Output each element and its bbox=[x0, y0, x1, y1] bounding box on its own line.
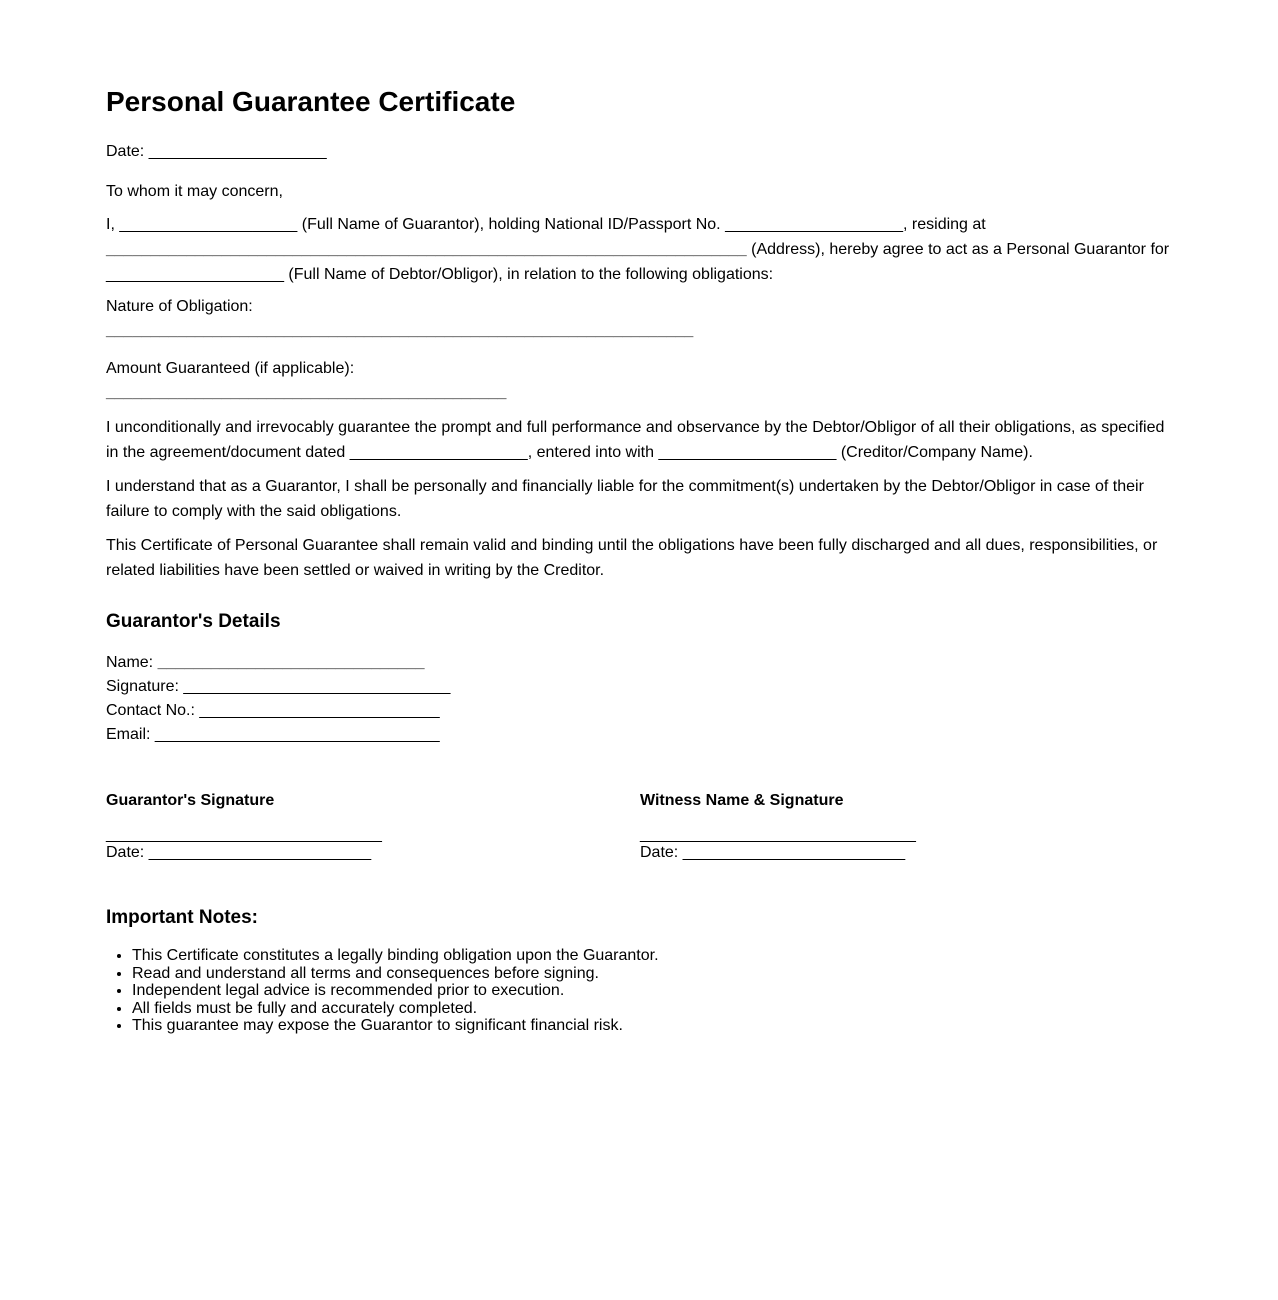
witness-signature-block bbox=[640, 792, 1174, 863]
date-blank: ____________________ bbox=[148, 143, 327, 160]
intro-paragraph bbox=[106, 212, 1170, 287]
note-item: • This Certificate constitutes a legally binding obligation upon the Guarantor. bbox=[132, 947, 1170, 965]
date-label: Date: bbox=[640, 844, 683, 861]
amount-guaranteed-blank: _____________________________________________ bbox=[106, 384, 507, 401]
notes-list bbox=[106, 947, 1170, 1035]
agreement-date-blank: ____________________ bbox=[349, 444, 528, 461]
note-item: • This guarantee may expose the Guarantor to significant financial risk. bbox=[132, 1017, 1170, 1035]
guarantor-signature-block bbox=[106, 792, 640, 863]
detail-row-email bbox=[106, 723, 1170, 747]
guarantor-signature-line: _______________________________ bbox=[106, 826, 382, 843]
witness-signature-heading: Witness Name & Signature bbox=[640, 792, 844, 809]
guarantor-signature-heading: Guarantor's Signature bbox=[106, 792, 275, 809]
detail-row-name bbox=[106, 651, 1170, 675]
nature-of-obligation-field bbox=[106, 295, 1170, 343]
intro-text: (Address), hereby agree to act as a Personal Guarantor for bbox=[746, 241, 1170, 258]
contact-no-blank: ___________________________ bbox=[199, 702, 440, 719]
nature-of-obligation-blank: __________________________________________________________________ bbox=[106, 322, 694, 339]
signature-blank: ______________________________ bbox=[183, 678, 451, 695]
detail-row-contact bbox=[106, 699, 1170, 723]
salutation: To whom it may concern, bbox=[106, 183, 283, 200]
guarantor-details-heading: Guarantor's Details bbox=[106, 611, 281, 632]
guarantor-signature-date-field bbox=[106, 843, 640, 863]
witness-signature-date-field bbox=[640, 843, 1174, 863]
debtor-name-blank: ____________________ bbox=[106, 266, 284, 283]
liability-paragraph: I understand that as a Guarantor, I shall be personally and financially liable for the commitment(s) undertaken by the Debtor/Obligor in case of their failure to comply with the said obligations. bbox=[106, 478, 1144, 520]
intro-text: (Full Name of Debtor/Obligor), in relation to the following obligations: bbox=[283, 266, 774, 283]
validity-paragraph: This Certificate of Personal Guarantee shall remain valid and binding until the obligations have been fully discharged and all dues, responsibilities, or related liabilities have been settled or waived in writing by the Creditor. bbox=[106, 537, 1158, 579]
email-label: Email: bbox=[106, 726, 155, 743]
important-notes-heading: Important Notes: bbox=[106, 907, 258, 928]
date-blank: _________________________ bbox=[682, 844, 906, 861]
date-label: Date: bbox=[106, 844, 149, 861]
guarantor-name-blank: ____________________ bbox=[119, 216, 298, 233]
name-blank: ______________________________ bbox=[157, 654, 425, 671]
contact-no-label: Contact No.: bbox=[106, 702, 200, 719]
nature-of-obligation-label: Nature of Obligation: bbox=[106, 298, 253, 315]
date-label: Date: bbox=[106, 143, 149, 160]
guarantee-text: (Creditor/Company Name). bbox=[836, 444, 1033, 461]
date-blank: _________________________ bbox=[148, 844, 372, 861]
signature-label: Signature: bbox=[106, 678, 184, 695]
witness-signature-line: _______________________________ bbox=[640, 826, 916, 843]
intro-text: , residing at bbox=[903, 216, 986, 233]
email-blank: ________________________________ bbox=[154, 726, 440, 743]
note-item: • All fields must be fully and accurately completed. bbox=[132, 1000, 1170, 1018]
name-label: Name: bbox=[106, 654, 158, 671]
note-item: • Read and understand all terms and consequences before signing. bbox=[132, 965, 1170, 983]
amount-guaranteed-label: Amount Guaranteed (if applicable): bbox=[106, 360, 355, 377]
guarantee-text: I unconditionally and irrevocably guarantee the prompt and full performance and observance by the Debtor/Obligor of all their obligations, as specified in the agreement/document dated bbox=[106, 419, 1165, 461]
guarantor-details-block bbox=[106, 651, 1170, 747]
amount-guaranteed-field bbox=[106, 357, 1170, 405]
signature-section bbox=[106, 792, 1170, 863]
guarantee-text: , entered into with bbox=[527, 444, 659, 461]
guarantee-paragraph bbox=[106, 415, 1170, 465]
detail-row-signature bbox=[106, 675, 1170, 699]
note-item: • Independent legal advice is recommended prior to execution. bbox=[132, 982, 1170, 1000]
page-title: Personal Guarantee Certificate bbox=[106, 86, 516, 117]
passport-no-blank: ____________________ bbox=[725, 216, 904, 233]
date-field bbox=[106, 139, 1170, 164]
intro-text: I, bbox=[106, 216, 120, 233]
creditor-name-blank: ____________________ bbox=[658, 444, 837, 461]
address-blank: ________________________________________________________________________ bbox=[106, 241, 747, 258]
intro-text: (Full Name of Guarantor), holding National ID/Passport No. bbox=[297, 216, 726, 233]
